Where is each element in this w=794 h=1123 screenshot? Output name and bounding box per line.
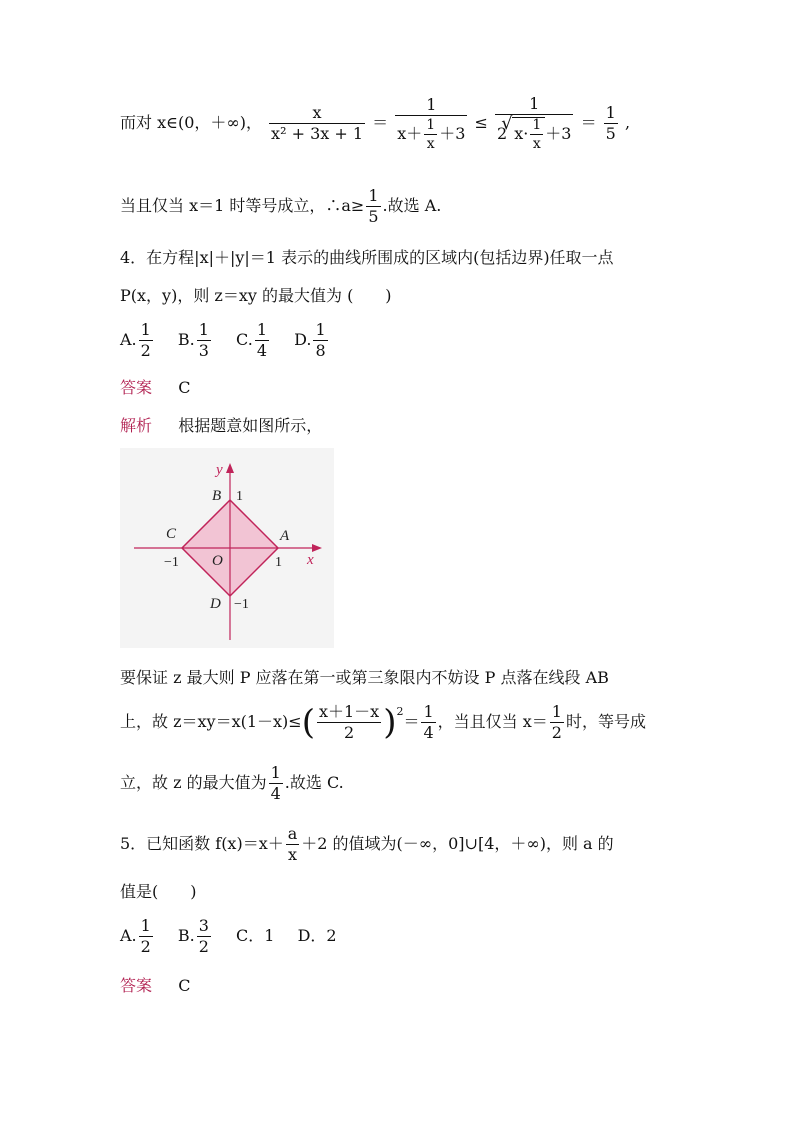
- point-c-label: C: [166, 526, 177, 542]
- q5-option-b: B. $\frac{3}{2}$: [177, 916, 209, 956]
- point-a-label: A: [280, 528, 290, 544]
- q5-option-a: A. $\frac{1}{2}$: [120, 916, 151, 956]
- answer-value: C: [178, 378, 191, 397]
- solution-line-2: 当且仅当 x＝1 时等号成立，∴a≥ $\frac{1}{5}$ .故选 A.: [120, 186, 442, 226]
- y-axis-label: y: [216, 462, 223, 478]
- q5-answer: [120, 978, 190, 994]
- fraction-one-fifth: $\frac{1}{5}$: [368, 186, 379, 226]
- fraction-2: 1 x＋ $\frac{1}{x}$ ＋3: [397, 94, 466, 152]
- tick-c-value: −1: [164, 555, 179, 570]
- answer-label: 答案: [120, 378, 153, 397]
- q5-option-d: D．2: [297, 926, 337, 945]
- analysis-label: 解析: [120, 416, 153, 435]
- x-axis-arrow-icon: [312, 544, 322, 552]
- q4-analysis: [120, 418, 322, 434]
- tick-b-value: 1: [236, 489, 243, 504]
- q4-option-b: B. $\frac{1}{3}$: [177, 320, 209, 360]
- coordinate-diagram: [120, 448, 334, 648]
- x-axis-label: x: [307, 552, 314, 568]
- q5-stem-line-1: 5．已知函数 f(x)＝x＋ $\frac{a}{x}$ ＋2 的值域为(－∞，0]∪[4，＋∞)，则 a 的: [120, 824, 614, 864]
- q4-explanation-line-3: 立，故 z 的最大值为 $\frac{1}{4}$ .故选 C.: [120, 763, 344, 803]
- origin-label: O: [212, 553, 223, 569]
- q4-answer: [120, 380, 190, 396]
- analysis-text: 根据题意如图所示，: [178, 416, 323, 435]
- line1-prefix: 而对 x∈(0，＋∞)，: [120, 113, 262, 132]
- tick-d-value: −1: [234, 597, 249, 612]
- fraction-3: 1 2 √ x· $\frac{1}{x}$ ＋3: [495, 96, 574, 151]
- q4-explanation-line-2: 上，故 z＝xy＝x(1－x)≤( $\frac{x+1-x}{2}$ )$^2$＝ $\frac{1}{4}$ ，当且仅当 x＝ $\frac{1}{2}$ 时，等号成: [120, 702, 646, 743]
- q4-option-d: D. $\frac{1}{8}$: [294, 320, 326, 360]
- point-b-label: B: [212, 488, 222, 504]
- q4-options: [120, 322, 330, 359]
- q4-option-c: C. $\frac{1}{4}$: [236, 320, 267, 360]
- fraction-4: $\frac{1}{5}$: [605, 103, 616, 143]
- solution-line-1: 而对 x∈(0，＋∞)， $\frac{x}{\text{x² + 3x + 1}}$ ＝ 1 x＋ $\frac{1}{x}$ ＋3 ≤ 1 2 √ x· $\frac{1}{x}$ ＋3 ＝ $\frac{1}{5}$ ,: [120, 96, 630, 151]
- point-d-label: D: [210, 596, 221, 612]
- y-axis-arrow-icon: [226, 463, 234, 473]
- fraction-1: $\frac{x}{\text{x² + 3x + 1}}$: [271, 103, 364, 143]
- q5-options: [120, 918, 337, 955]
- q4-option-a: A. $\frac{1}{2}$: [120, 320, 151, 360]
- sqrt-symbol: √ x· $\frac{1}{x}$: [512, 117, 545, 151]
- tick-a-value: 1: [275, 555, 282, 570]
- answer-value: C: [178, 976, 191, 995]
- square-region-figure: [120, 448, 334, 648]
- q5-stem-line-2: 值是( ): [120, 882, 197, 901]
- q5-option-c: C．1: [236, 926, 275, 945]
- answer-label: 答案: [120, 976, 153, 995]
- q4-stem-line-1: 4．在方程|x|＋|y|＝1 表示的曲线所围成的区域内(包括边界)任取一点: [120, 248, 614, 267]
- q4-stem-line-2: P(x，y)，则 z＝xy 的最大值为 ( ): [120, 286, 392, 305]
- q4-explanation-line-1: 要保证 z 最大则 P 应落在第一或第三象限内不妨设 P 点落在线段 AB: [120, 668, 609, 687]
